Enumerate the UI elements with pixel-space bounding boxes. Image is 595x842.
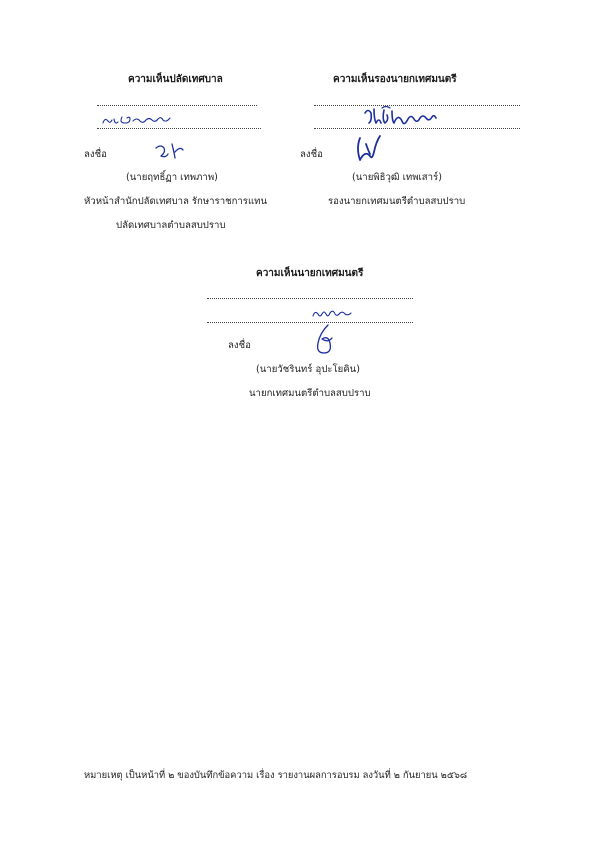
signature-1 <box>152 140 188 164</box>
position-3-line-1: นายกเทศมนตรีตำบลสบปราบ <box>249 388 371 399</box>
footer-note: หมายเหตุ เป็นหน้าที่ ๒ ของบันทึกข้อความ เรื่อง รายงานผลการอบรม ลงวันที่ ๒ กันยายน ๒๕๖๘ <box>84 770 468 781</box>
official-name-3: (นายวัชรินทร์ อุปะโยคิน) <box>256 364 360 375</box>
signature-2 <box>352 134 388 164</box>
heading-deputy-mayor-opinion: ความเห็นรองนายกเทศมนตรี <box>333 74 457 85</box>
opinion-line-5 <box>207 298 413 299</box>
position-2-line-1: รองนายกเทศมนตรีตำบลสบปราบ <box>328 196 466 207</box>
opinion-line-1 <box>97 105 257 106</box>
position-1-line-1: หัวหน้าสำนักปลัดเทศบาล รักษาราชการแทน <box>84 196 268 207</box>
opinion-line-2 <box>97 128 261 129</box>
heading-mayor-opinion: ความเห็นนายกเทศมนตรี <box>256 268 364 279</box>
sign-label-2: ลงชื่อ <box>300 149 323 160</box>
official-name-2: (นายพิธิวุฒิ เทพเสาร์) <box>352 172 442 183</box>
heading-deputy-clerk-opinion: ความเห็นปลัดเทศบาล <box>128 74 223 85</box>
sign-label-1: ลงชื่อ <box>84 149 107 160</box>
signature-3 <box>308 322 338 360</box>
opinion-line-4 <box>314 128 520 129</box>
sign-label-3: ลงชื่อ <box>228 340 251 351</box>
position-1-line-2: ปลัดเทศบาลตำบลสบปราบ <box>116 220 226 231</box>
official-name-1: (นายฤทธิ์ฏา เทพภาพ) <box>126 172 218 183</box>
